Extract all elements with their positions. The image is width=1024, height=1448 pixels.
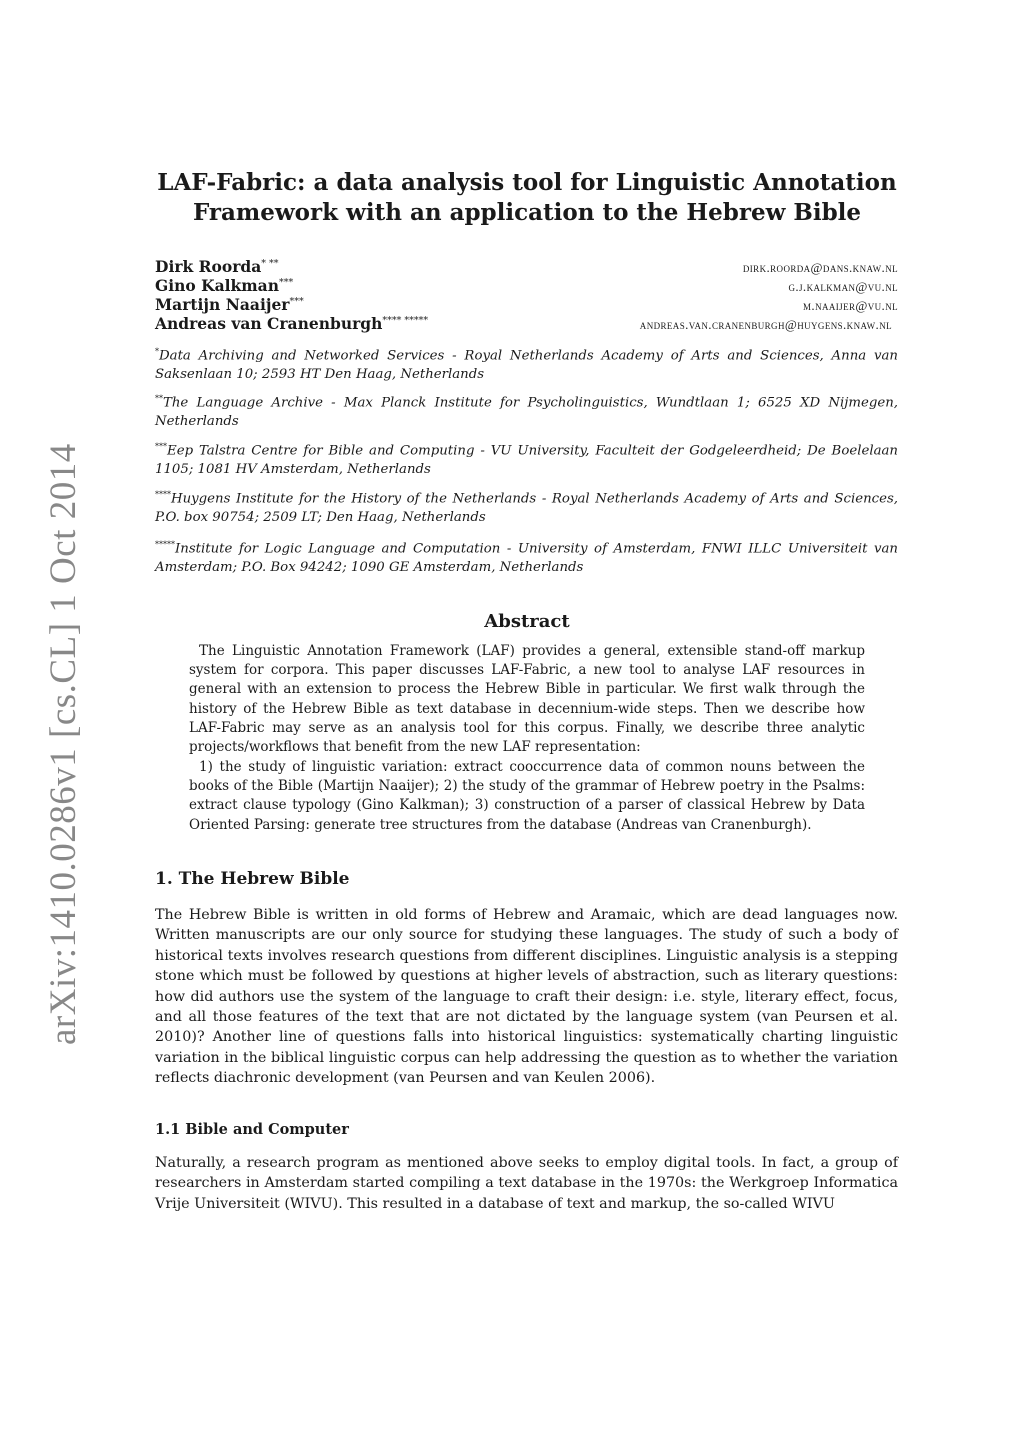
- author-name: Andreas van Cranenburgh**** *****: [155, 314, 429, 333]
- author-name: Dirk Roorda* **: [155, 257, 279, 276]
- abstract-body: [189, 758, 865, 835]
- abstract-paragraph: The Linguistic Annotation Framework (LAF) provides a general, extensible stand-off markup system for corpora. This paper discusses LAF-Fabric, a new tool to analyse LAF resources in general with an extension to process the Hebrew Bible in particular. We first walk through the history of the Hebrew Bible as text database in decennium-wide steps. Then we describe how LAF-Fabric may serve as an analysis tool for this corpus. Finally, we describe three analytic projects/workflows that benefit from the new LAF representation:: [189, 643, 865, 756]
- abstract-paragraph: 1) the study of linguistic variation: extract cooccurrence data of common nouns between the books of the Bible (Martijn Naaijer); 2) the study of the grammar of Hebrew poetry in the Psalms: extract clause typology (Gino Kalkman); 3) construction of a parser of classical Hebrew by Data Oriented Parsing: generate tree structures from the database (Andreas van Cranenburgh).: [189, 759, 865, 833]
- abstract-heading: Abstract: [484, 611, 570, 632]
- section-body: [155, 1153, 898, 1214]
- author-email: andreas.van.cranenburgh@huygens.knaw.nl: [639, 317, 892, 332]
- affiliation: *Data Archiving and Networked Services - Royal Netherlands Academy of Arts and Sciences, Anna van Saksenlaan 10; 2593 HT Den Haag, Netherlands: [155, 347, 898, 383]
- affiliation: **The Language Archive - Max Planck Institute for Psycholinguistics, Wundtlaan 1; 6525 XD Nijmegen, Netherlands: [155, 394, 898, 430]
- body-paragraph: The Hebrew Bible is written in old forms of Hebrew and Aramaic, which are dead languages now. Written manuscripts are our only source for studying these languages. The study of such a body of historical texts involves research questions from different disciplines. Linguistic analysis is a stepping stone which must be followed by questions at higher levels of abstraction, such as literary questions: how did authors use the system of the language to craft their design: i.e. style, literary effect, focus, and all those features of the text that are not dictated by the language system (van Peursen et al. 2010)? Another line of questions falls into historical linguistics: systematically charting linguistic variation in the biblical linguistic corpus can help addressing the question as to whether the variation reflects diachronic development (van Peursen and van Keulen 2006).: [155, 907, 898, 1087]
- author-name: Martijn Naaijer***: [155, 295, 304, 314]
- body-paragraph: Naturally, a research program as mentioned above seeks to employ digital tools. In fact, a group of researchers in Amsterdam started compiling a text database in the 1970s: the Werkgroep Informatica Vrije Universiteit (WIVU). This resulted in a database of text and markup, the so-called WIVU: [155, 1155, 898, 1212]
- author-email: m.naaijer@vu.nl: [803, 298, 898, 313]
- author-email: dirk.roorda@dans.knaw.nl: [742, 260, 898, 275]
- affiliation: ***Eep Talstra Centre for Bible and Computing - VU University, Faculteit der Godgeleerdheid; De Boelelaan 1105; 1081 HV Amsterdam, Netherlands: [155, 442, 898, 478]
- author-row: [155, 314, 892, 334]
- author-row: [155, 276, 898, 296]
- paper-title: LAF-Fabric: a data analysis tool for Linguistic Annotation Framework with an application to the Hebrew Bible: [157, 169, 897, 226]
- author-email: g.j.kalkman@vu.nl: [788, 279, 898, 294]
- section-body: [155, 905, 898, 1089]
- author-row: [155, 257, 898, 277]
- author-name: Gino Kalkman***: [155, 276, 294, 295]
- section-heading: 1. The Hebrew Bible: [155, 869, 350, 889]
- affiliation: ****Huygens Institute for the History of the Netherlands - Royal Netherlands Academy of Arts and Sciences, P.O. box 90754; 2509 LT; Den Haag, Netherlands: [155, 490, 898, 526]
- affiliation: *****Institute for Logic Language and Computation - University of Amsterdam, FNWI ILLC Universiteit van Amsterdam; P.O. Box 94242; 1090 GE Amsterdam, Netherlands: [155, 540, 898, 576]
- author-row: [155, 295, 898, 315]
- arxiv-identifier: arXiv:1410.0286v1 [cs.CL] 1 Oct 2014: [43, 443, 84, 1045]
- abstract-body: [189, 642, 865, 757]
- subsection-heading: 1.1 Bible and Computer: [155, 1121, 349, 1138]
